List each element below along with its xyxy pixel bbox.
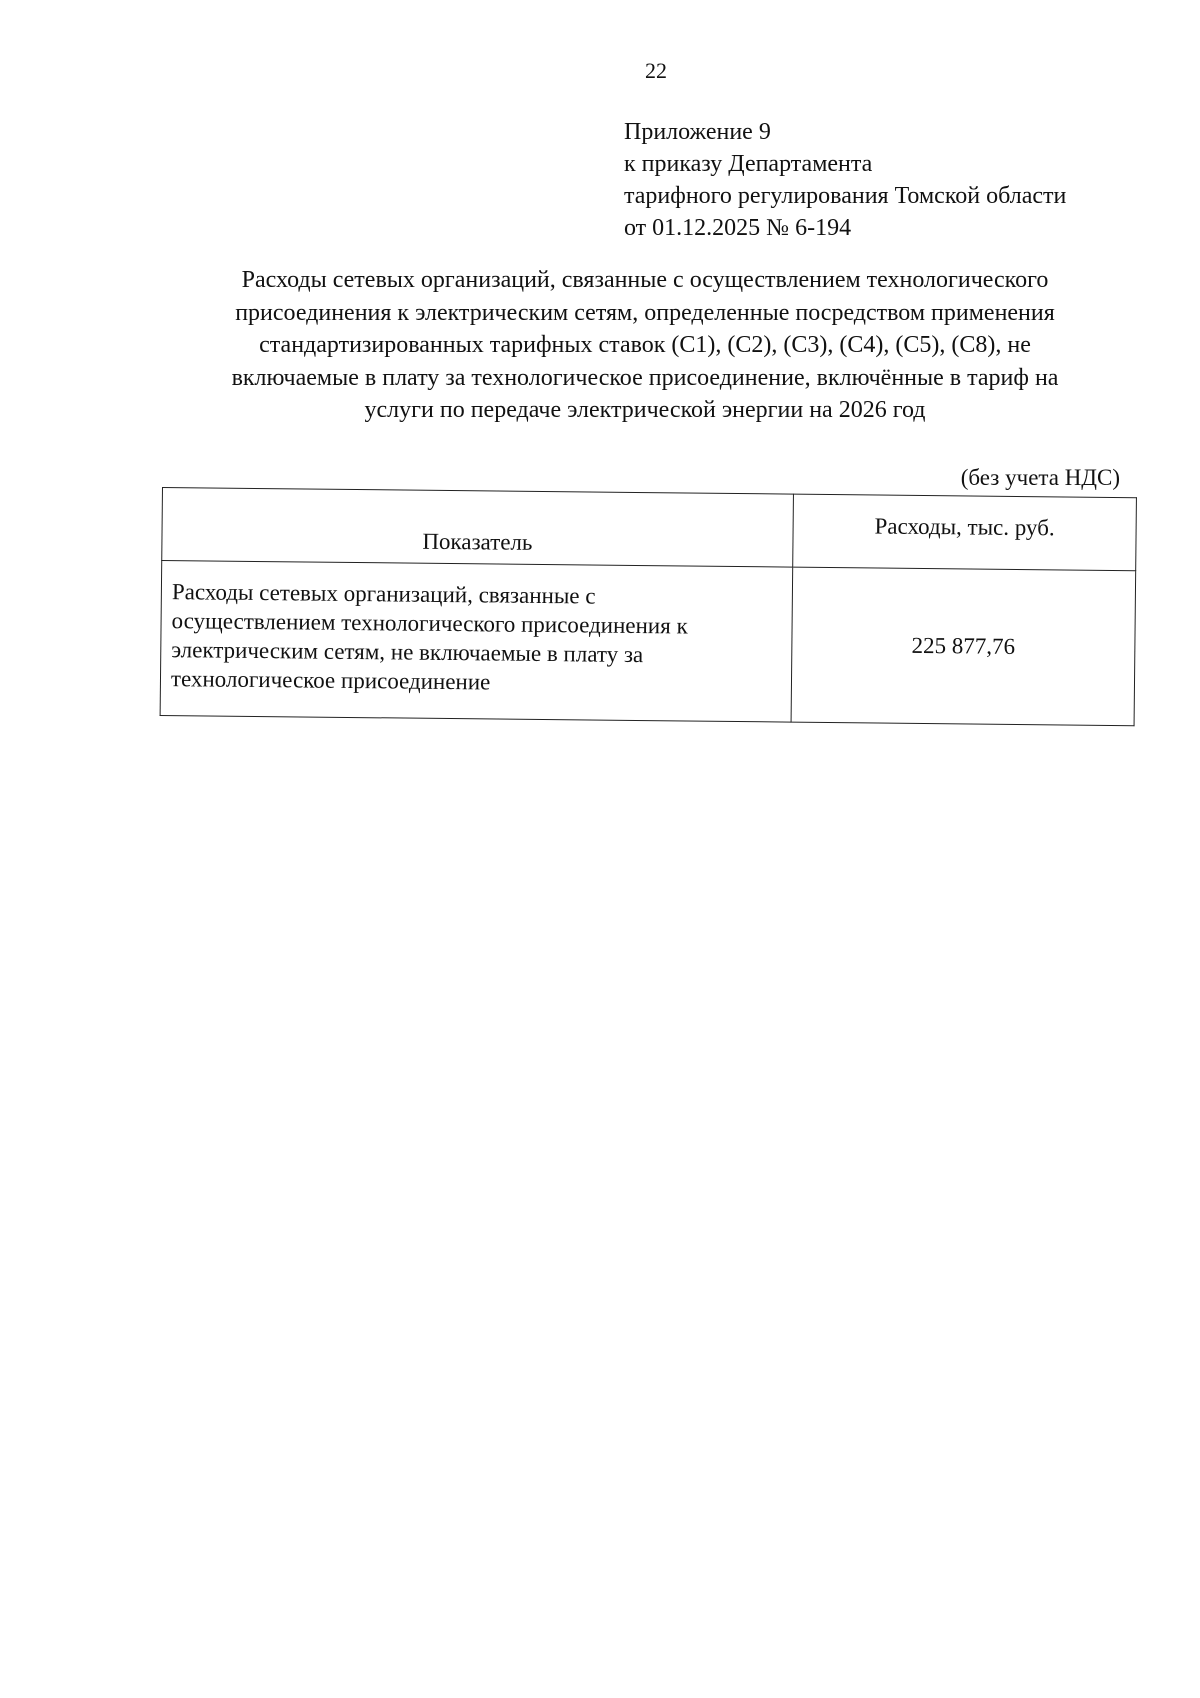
indicator-line: технологическое присоединение — [170, 666, 491, 695]
document-title — [165, 264, 1125, 427]
column-header-value: Расходы, тыс. руб. — [793, 494, 1137, 571]
appendix-line: от 01.12.2025 № 6-194 — [624, 215, 852, 241]
table-header-row — [162, 488, 1137, 571]
indicator-line: электрическим сетям, не включаемые в плату за — [171, 637, 644, 668]
appendix-line: тарифного регулирования Томской области — [624, 183, 1067, 209]
indicator-line: осуществлением технологического присоединения к — [171, 608, 688, 639]
title-line: услуги по передаче электрической энергии на 2026 год — [364, 397, 926, 423]
appendix-line: к приказу Департамента — [624, 151, 873, 177]
title-line: Расходы сетевых организаций, связанные с осуществлением технологического — [241, 267, 1049, 293]
title-line: стандартизированных тарифных ставок (С1), (С2), (С3), (С4), (С5), (С8), не — [259, 332, 1031, 358]
indicator-line: Расходы сетевых организаций, связанные с — [171, 579, 596, 609]
expenses-table — [160, 487, 1137, 726]
appendix-block — [624, 116, 1066, 244]
unit-note: (без учета НДС) — [960, 465, 1120, 490]
title-line: присоединения к электрическим сетям, определенные посредством применения — [235, 299, 1055, 326]
column-header-indicator: Показатель — [162, 488, 794, 568]
indicator-cell — [160, 561, 793, 723]
page-number: 22 — [645, 58, 667, 83]
appendix-line: Приложение 9 — [624, 119, 771, 145]
value-cell: 225 877,76 — [791, 567, 1136, 726]
title-line: включаемые в плату за технологическое присоединение, включённые в тариф на — [231, 364, 1059, 391]
table-row — [160, 561, 1136, 726]
